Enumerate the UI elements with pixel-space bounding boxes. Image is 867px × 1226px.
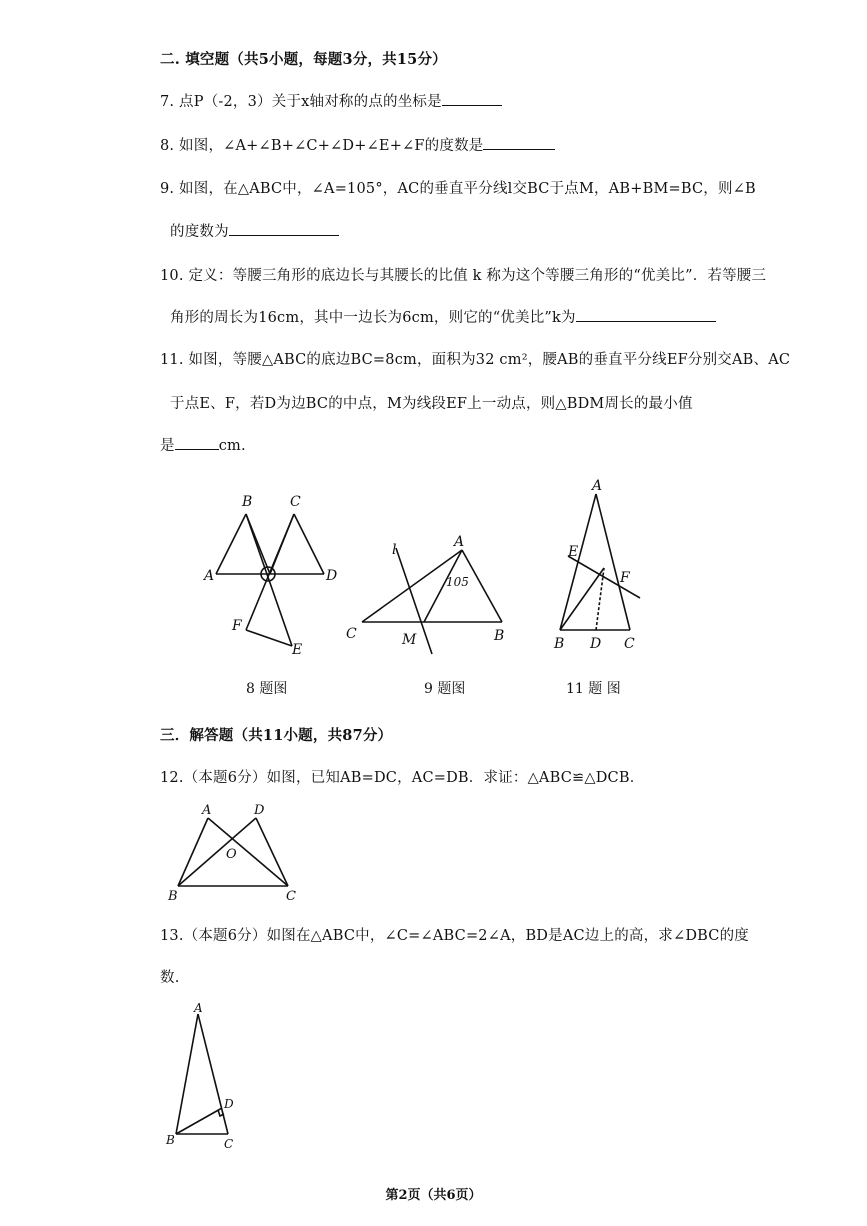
fig8-label-d: D <box>326 568 338 584</box>
figure-11 <box>548 472 648 656</box>
answer-blank-8 <box>483 135 555 150</box>
fig13-label-a: A <box>194 1001 203 1015</box>
figure-11-caption: 11 题 图 <box>566 681 621 697</box>
answer-blank-11 <box>175 435 219 450</box>
fig8-label-c: C <box>290 494 301 510</box>
figure-8-caption: 8 题图 <box>246 681 288 697</box>
fig11-label-c: C <box>624 636 635 652</box>
fig8-label-f: F <box>232 618 242 634</box>
question-10-line-2 <box>170 306 716 327</box>
fig12-label-o: O <box>226 847 237 862</box>
figure-9 <box>340 532 520 662</box>
question-11-text-3b: cm. <box>218 438 246 454</box>
figure-13 <box>160 1000 260 1156</box>
question-12: 12.（本题6分）如图，已知AB=DC，AC=DB．求证：△ABC≌△DCB． <box>160 770 645 786</box>
fig9-label-c: C <box>346 626 357 642</box>
fig13-label-d: D <box>224 1097 234 1111</box>
fig8-label-b: B <box>242 494 253 510</box>
fig11-label-f: F <box>620 570 630 586</box>
fig8-label-a: A <box>204 568 215 584</box>
fig11-label-e: E <box>568 544 579 560</box>
figure-8 <box>200 490 350 660</box>
question-9-text-2: 的度数为 <box>170 224 229 240</box>
section-2-heading: 二. 填空题（共5小题，每题3分，共15分） <box>160 51 447 68</box>
answer-blank-7 <box>442 91 502 106</box>
fig9-label-l: l <box>392 542 397 558</box>
question-10-text-2: 角形的周长为16cm，其中一边长为6cm，则它的“优美比”k为 <box>170 310 576 326</box>
fig9-label-m: M <box>402 632 417 648</box>
fig11-label-a: A <box>592 478 603 494</box>
fig11-label-b: B <box>554 636 565 652</box>
question-13-line-1: 13.（本题6分）如图在△ABC中，∠C=∠ABC=2∠A，BD是AC边上的高，求∠DBC的度 <box>160 928 749 944</box>
fig13-label-c: C <box>224 1137 234 1151</box>
question-11-text-3a: 是 <box>160 438 175 454</box>
fig12-label-d: D <box>254 803 265 818</box>
question-9-line-2 <box>170 220 339 241</box>
figure-9-caption: 9 题图 <box>424 681 466 697</box>
fig12-label-c: C <box>286 889 296 904</box>
question-7-text: 7. 点P（-2，3）关于x轴对称的点的坐标是 <box>160 94 442 110</box>
question-9-line-1: 9. 如图，在△ABC中，∠A=105°，AC的垂直平分线l交BC于点M，AB+BM=BC，则∠B <box>160 181 756 197</box>
question-11-line-3 <box>160 434 246 455</box>
question-10-line-1: 10. 定义：等腰三角形的底边长与其腰长的比值 k 称为这个等腰三角形的“优美比”．若等腰三 <box>160 268 767 284</box>
section-3-heading: 三．解答题（共11小题，共87分） <box>160 727 393 744</box>
fig9-label-b: B <box>494 628 505 644</box>
question-13-line-2: 数. <box>160 970 180 986</box>
fig11-label-d: D <box>590 636 602 652</box>
question-8-text: 8. 如图，∠A+∠B+∠C+∠D+∠E+∠F的度数是 <box>160 138 484 154</box>
fig8-label-e: E <box>292 642 303 658</box>
fig9-angle-label: 105 <box>446 575 469 589</box>
question-8 <box>160 134 555 155</box>
figure-12 <box>160 800 310 910</box>
question-7 <box>160 90 502 111</box>
question-11-line-2: 于点E、F，若D为边BC的中点，M为线段EF上一动点，则△BDM周长的最小值 <box>170 396 693 412</box>
page-footer: 第2页（共6页） <box>385 1188 482 1203</box>
answer-blank-9 <box>229 221 339 236</box>
question-11-line-1: 11. 如图，等腰△ABC的底边BC=8cm，面积为32 cm²，腰AB的垂直平分线EF分别交AB、AC <box>160 352 791 368</box>
fig12-label-b: B <box>168 889 178 904</box>
fig12-label-a: A <box>202 803 212 818</box>
answer-blank-10 <box>576 307 716 322</box>
fig9-label-a: A <box>454 534 465 550</box>
fig13-label-b: B <box>166 1133 175 1147</box>
